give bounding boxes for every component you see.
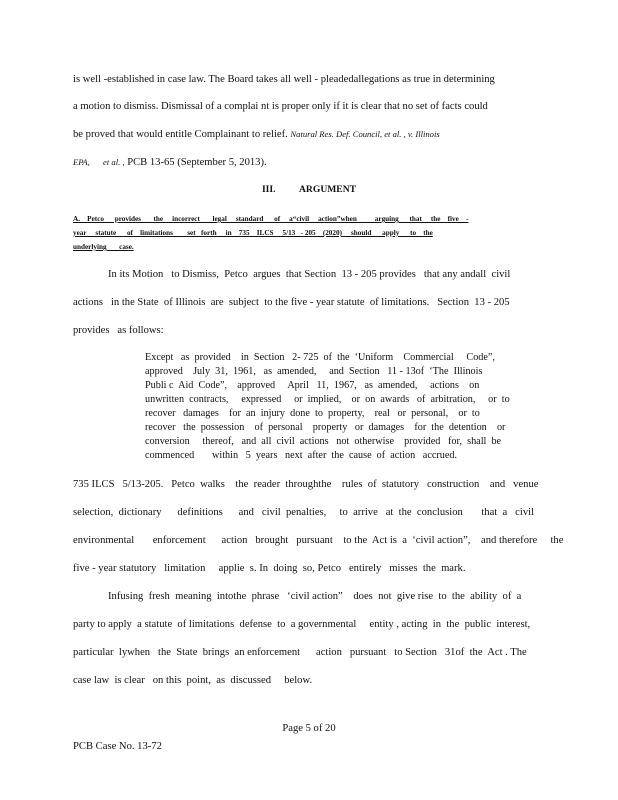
paragraph-1-line-4 <box>73 156 539 169</box>
paragraph-1-line-2: a motion to dismiss. Dismissal of a complai nt is proper only if it is clear that no set of facts could <box>73 101 488 112</box>
citation-italic-epa: EPA, <box>73 157 90 167</box>
page-number: Page 5 of 20 <box>282 723 336 734</box>
paragraph-1-line-3: be proved that would entitle Complainant to relief. Natural Res. Def. Council, et al. , v. Illinois <box>73 129 440 140</box>
citation-italic: Natural Res. Def. Council, et al. , v. Illinois <box>290 129 440 139</box>
citation-rest: PCB 13-65 (September 5, 2013). <box>127 157 267 168</box>
case-number: PCB Case No. 13-72 <box>73 741 162 752</box>
paragraph-4-line-3: particular lywhen the State brings an enforcement action pursuant to Section 31of the Act . The <box>73 647 527 658</box>
paragraph-3-line-4: five - year statutory limitation applie s. In doing so, Petco entirely misses the mark. <box>73 563 466 574</box>
subheading-a-line-3: underlying case. <box>73 243 134 251</box>
quote-line-3: Publi c Aid Code”, approved April 11, 1967, as amended, actions on <box>145 380 480 391</box>
quote-line-8: commenced within 5 years next after the cause of action accrued. <box>145 450 458 461</box>
quote-line-7: conversion thereof, and all civil actions not otherwise provided for, shall be <box>145 436 502 447</box>
subheading-a-line-1: A. Petco provides the incorrect legal standard of a“civil action”when arguing that the five - <box>73 215 469 223</box>
quote-line-5: recover damages for an injury done to property, real or personal, or to <box>145 408 480 419</box>
citation-italic-etal: et al. , <box>103 157 125 167</box>
quote-line-4: unwritten contracts, expressed or implied, or on awards of arbitration, or to <box>145 394 510 405</box>
paragraph-3-line-2: selection, dictionary definitions and civil penalties, to arrive at the conclusion that a civil <box>73 507 535 518</box>
paragraph-4-line-1: Infusing fresh meaning intothe phrase ‘civil action” does not give rise to the ability of a <box>108 591 522 602</box>
quote-line-2: approved July 31, 1961, as amended, and Section 11 - 13of ‘The Illinois <box>145 366 483 377</box>
paragraph-4-line-4: case law is clear on this point, as discussed below. <box>73 675 313 686</box>
quote-line-6: recover the possession of personal property or damages for the detention or <box>145 422 506 433</box>
paragraph-3-line-1: 735 ILCS 5/13-205. Petco walks the reader throughthe rules of statutory construction and venue <box>73 479 539 490</box>
paragraph-3-line-3: environmental enforcement action brought pursuant to the Act is a ‘civil action”, and therefore the <box>73 535 564 546</box>
paragraph-1-line-1: is well -established in case law. The Board takes all well - pleadedallegations as true in determining <box>73 74 495 85</box>
quote-line-1: Except as provided in Section 2- 725 of the ‘Uniform Commercial Code”, <box>145 352 495 363</box>
subheading-a-line-2: year statute of limitations set forth in 735 ILCS 5/13 - 205 (2020) should apply to the <box>73 229 433 237</box>
paragraph-2-line-3: provides as follows: <box>73 325 164 336</box>
section-heading: III. ARGUMENT <box>261 184 357 195</box>
paragraph-2-line-1: In its Motion to Dismiss, Petco argues that Section 13 - 205 provides that any andall civil <box>108 269 511 280</box>
paragraph-2-line-2: actions in the State of Illinois are subject to the five - year statute of limitations. Section 13 - 205 <box>73 297 510 308</box>
paragraph-4-line-2: party to apply a statute of limitations defense to a governmental entity , acting in the public interest, <box>73 619 531 630</box>
